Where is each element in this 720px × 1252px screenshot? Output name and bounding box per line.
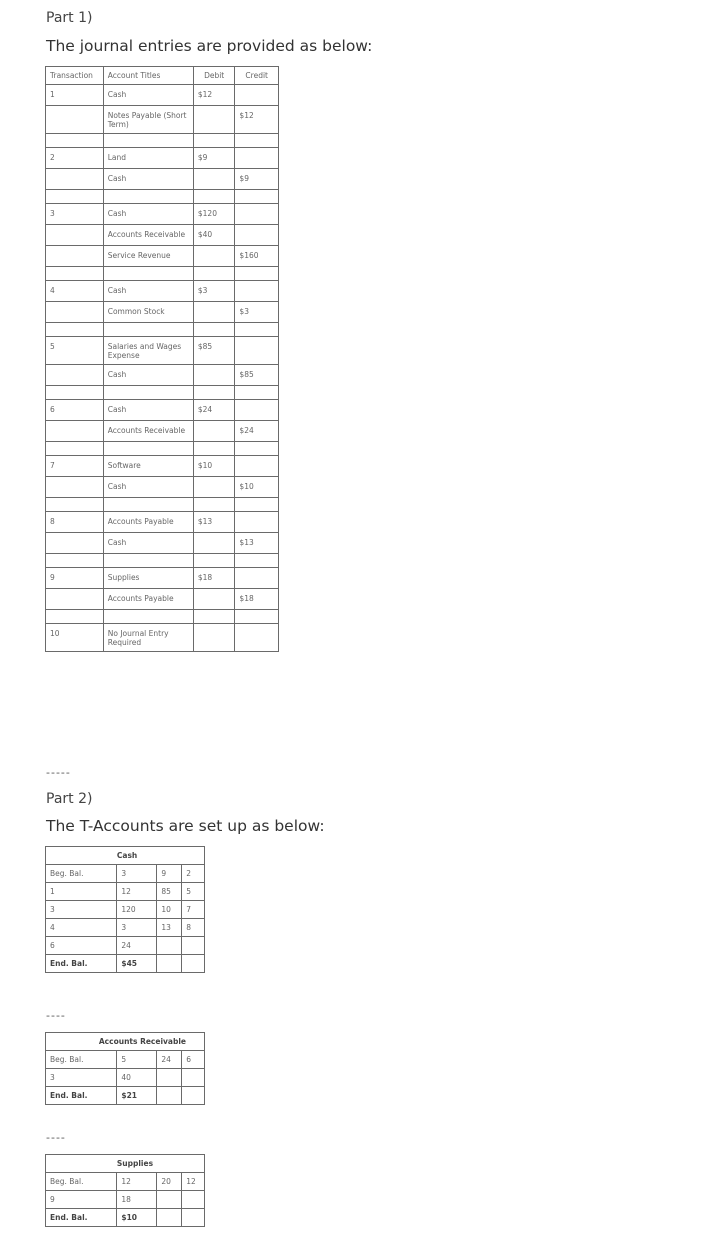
t-account-row [46, 865, 205, 883]
row-label-cell: Beg. Bal. [46, 865, 117, 883]
account-title-cell: Notes Payable (Short Term) [103, 106, 193, 134]
t-account-title-row [46, 847, 205, 865]
credit-amount-cell [157, 955, 182, 973]
t-account-row [46, 937, 205, 955]
journal-row [46, 337, 279, 365]
credit-cell: $18 [235, 589, 279, 610]
empty-cell [193, 554, 235, 568]
credit-cell [235, 337, 279, 365]
credit-amount-cell [157, 1087, 182, 1105]
debit-cell [193, 106, 235, 134]
transaction-number-cell: 7 [46, 456, 104, 477]
t-account-supplies [45, 1154, 205, 1227]
credit-amount-cell: 24 [157, 1051, 182, 1069]
empty-cell [46, 554, 104, 568]
journal-row [46, 204, 279, 225]
transaction-number-cell [46, 533, 104, 554]
account-title-cell: Service Revenue [103, 246, 193, 267]
credit-amount-cell [157, 937, 182, 955]
t-account-row [46, 1209, 205, 1227]
empty-cell [46, 267, 104, 281]
journal-row [46, 624, 279, 652]
transaction-number-cell [46, 365, 104, 386]
debit-cell: $120 [193, 204, 235, 225]
reference-cell [182, 1087, 205, 1105]
journal-spacer-row [46, 267, 279, 281]
t-account-row [46, 1087, 205, 1105]
t-account-row [46, 955, 205, 973]
debit-cell [193, 302, 235, 323]
account-title-cell: Common Stock [103, 302, 193, 323]
t-account-cash [45, 846, 205, 973]
journal-row [46, 106, 279, 134]
credit-cell: $13 [235, 533, 279, 554]
journal-row [46, 568, 279, 589]
empty-cell [46, 134, 104, 148]
empty-cell [193, 323, 235, 337]
reference-cell [182, 1209, 205, 1227]
transaction-number-cell: 3 [46, 204, 104, 225]
transaction-number-cell [46, 106, 104, 134]
account-title-cell: Cash [103, 169, 193, 190]
reference-cell: 7 [182, 901, 205, 919]
journal-row [46, 302, 279, 323]
part2-subtitle: The T-Accounts are set up as below: [46, 817, 325, 835]
credit-cell [235, 204, 279, 225]
row-label-cell: Beg. Bal. [46, 1173, 117, 1191]
t-account-title-row [46, 1155, 205, 1173]
empty-cell [46, 190, 104, 204]
transaction-number-cell [46, 421, 104, 442]
row-label-cell: Beg. Bal. [46, 1051, 117, 1069]
reference-cell: 2 [182, 865, 205, 883]
t-account-row [46, 1191, 205, 1209]
journal-row [46, 589, 279, 610]
credit-cell [235, 456, 279, 477]
empty-cell [46, 1155, 117, 1173]
empty-cell [46, 323, 104, 337]
journal-row [46, 365, 279, 386]
debit-cell: $40 [193, 225, 235, 246]
journal-spacer-row [46, 134, 279, 148]
account-title-cell: Land [103, 148, 193, 169]
credit-cell: $160 [235, 246, 279, 267]
row-label-cell: End. Bal. [46, 1209, 117, 1227]
credit-cell [235, 400, 279, 421]
debit-amount-cell: 3 [117, 919, 157, 937]
journal-spacer-row [46, 323, 279, 337]
reference-cell [182, 1191, 205, 1209]
account-title-cell: No Journal Entry Required [103, 624, 193, 652]
transaction-number-cell: 1 [46, 85, 104, 106]
reference-cell [182, 937, 205, 955]
empty-cell [193, 134, 235, 148]
debit-cell [193, 365, 235, 386]
debit-amount-cell: 12 [117, 883, 157, 901]
t-account-row [46, 901, 205, 919]
empty-cell [193, 386, 235, 400]
journal-spacer-row [46, 498, 279, 512]
empty-cell [235, 610, 279, 624]
debit-cell: $12 [193, 85, 235, 106]
empty-cell [46, 386, 104, 400]
transaction-number-cell [46, 477, 104, 498]
empty-cell [235, 554, 279, 568]
reference-cell: 12 [182, 1173, 205, 1191]
t-account-title: Supplies [117, 1155, 205, 1173]
debit-amount-cell: 24 [117, 937, 157, 955]
t-account-title: Accounts Receivable [117, 1033, 205, 1051]
credit-amount-cell [157, 1069, 182, 1087]
transaction-number-cell [46, 225, 104, 246]
reference-cell: 5 [182, 883, 205, 901]
empty-cell [103, 554, 193, 568]
journal-header-row [46, 67, 279, 85]
transaction-number-cell: 9 [46, 568, 104, 589]
transaction-number-cell [46, 589, 104, 610]
debit-cell: $24 [193, 400, 235, 421]
empty-cell [103, 267, 193, 281]
row-label-cell: 4 [46, 919, 117, 937]
credit-cell: $10 [235, 477, 279, 498]
empty-cell [193, 498, 235, 512]
empty-cell [235, 498, 279, 512]
debit-amount-cell: 12 [117, 1173, 157, 1191]
credit-amount-cell: 13 [157, 919, 182, 937]
empty-cell [235, 386, 279, 400]
empty-cell [103, 190, 193, 204]
empty-cell [46, 847, 117, 865]
journal-row [46, 85, 279, 106]
credit-cell: $85 [235, 365, 279, 386]
empty-cell [103, 610, 193, 624]
journal-row [46, 225, 279, 246]
journal-row [46, 148, 279, 169]
account-title-cell: Cash [103, 281, 193, 302]
account-title-cell: Accounts Receivable [103, 421, 193, 442]
row-label-cell: End. Bal. [46, 955, 117, 973]
journal-row [46, 456, 279, 477]
separator-3: ---- [46, 1131, 66, 1144]
debit-cell [193, 169, 235, 190]
journal-spacer-row [46, 610, 279, 624]
empty-cell [103, 386, 193, 400]
journal-header-cell: Transaction [46, 67, 104, 85]
empty-cell [46, 498, 104, 512]
transaction-number-cell: 10 [46, 624, 104, 652]
t-account-row [46, 919, 205, 937]
journal-row [46, 281, 279, 302]
journal-row [46, 246, 279, 267]
empty-cell [103, 134, 193, 148]
account-title-cell: Cash [103, 477, 193, 498]
empty-cell [193, 442, 235, 456]
debit-cell [193, 421, 235, 442]
debit-cell [193, 589, 235, 610]
part1-heading: Part 1) [46, 10, 93, 26]
part1-subtitle: The journal entries are provided as below: [46, 37, 373, 55]
journal-entries-table [45, 66, 279, 652]
journal-header-cell: Account Titles [103, 67, 193, 85]
separator-1: ----- [46, 766, 71, 779]
empty-cell [193, 190, 235, 204]
empty-cell [103, 498, 193, 512]
debit-cell [193, 246, 235, 267]
debit-cell: $3 [193, 281, 235, 302]
journal-row [46, 533, 279, 554]
credit-cell [235, 85, 279, 106]
debit-cell: $13 [193, 512, 235, 533]
t-account-title-row [46, 1033, 205, 1051]
row-label-cell: 3 [46, 1069, 117, 1087]
debit-amount-cell: 40 [117, 1069, 157, 1087]
journal-row [46, 512, 279, 533]
credit-amount-cell: 10 [157, 901, 182, 919]
credit-cell [235, 148, 279, 169]
journal-spacer-row [46, 554, 279, 568]
debit-amount-cell: 18 [117, 1191, 157, 1209]
credit-cell [235, 568, 279, 589]
debit-cell [193, 624, 235, 652]
empty-cell [193, 610, 235, 624]
account-title-cell: Accounts Payable [103, 512, 193, 533]
account-title-cell: Software [103, 456, 193, 477]
empty-cell [235, 442, 279, 456]
journal-spacer-row [46, 190, 279, 204]
debit-cell: $18 [193, 568, 235, 589]
row-label-cell: 6 [46, 937, 117, 955]
t-account-row [46, 1051, 205, 1069]
journal-spacer-row [46, 386, 279, 400]
credit-amount-cell [157, 1191, 182, 1209]
debit-cell [193, 533, 235, 554]
account-title-cell: Supplies [103, 568, 193, 589]
debit-cell: $10 [193, 456, 235, 477]
empty-cell [235, 190, 279, 204]
credit-amount-cell: 9 [157, 865, 182, 883]
credit-cell [235, 624, 279, 652]
empty-cell [193, 267, 235, 281]
account-title-cell: Accounts Receivable [103, 225, 193, 246]
debit-cell [193, 477, 235, 498]
reference-cell: 8 [182, 919, 205, 937]
debit-amount-cell: $10 [117, 1209, 157, 1227]
journal-header-cell: Credit [235, 67, 279, 85]
transaction-number-cell [46, 169, 104, 190]
debit-amount-cell: $45 [117, 955, 157, 973]
journal-row [46, 477, 279, 498]
debit-cell: $85 [193, 337, 235, 365]
journal-spacer-row [46, 442, 279, 456]
debit-amount-cell: $21 [117, 1087, 157, 1105]
t-account-accounts-receivable [45, 1032, 205, 1105]
empty-cell [46, 442, 104, 456]
debit-cell: $9 [193, 148, 235, 169]
transaction-number-cell: 5 [46, 337, 104, 365]
transaction-number-cell: 8 [46, 512, 104, 533]
t-account-row [46, 1069, 205, 1087]
journal-row [46, 169, 279, 190]
journal-row [46, 400, 279, 421]
transaction-number-cell: 2 [46, 148, 104, 169]
account-title-cell: Cash [103, 400, 193, 421]
debit-amount-cell: 120 [117, 901, 157, 919]
row-label-cell: 1 [46, 883, 117, 901]
reference-cell: 6 [182, 1051, 205, 1069]
transaction-number-cell: 6 [46, 400, 104, 421]
transaction-number-cell [46, 246, 104, 267]
row-label-cell: 9 [46, 1191, 117, 1209]
empty-cell [235, 134, 279, 148]
empty-cell [235, 267, 279, 281]
debit-amount-cell: 3 [117, 865, 157, 883]
credit-cell [235, 225, 279, 246]
credit-cell [235, 281, 279, 302]
t-account-row [46, 1173, 205, 1191]
account-title-cell: Accounts Payable [103, 589, 193, 610]
credit-amount-cell: 85 [157, 883, 182, 901]
row-label-cell: 3 [46, 901, 117, 919]
transaction-number-cell [46, 302, 104, 323]
empty-cell [103, 442, 193, 456]
t-account-title: Cash [117, 847, 205, 865]
separator-2: ---- [46, 1009, 66, 1022]
empty-cell [46, 610, 104, 624]
reference-cell [182, 1069, 205, 1087]
credit-cell: $12 [235, 106, 279, 134]
debit-amount-cell: 5 [117, 1051, 157, 1069]
transaction-number-cell: 4 [46, 281, 104, 302]
t-account-row [46, 883, 205, 901]
account-title-cell: Cash [103, 365, 193, 386]
part2-heading: Part 2) [46, 791, 93, 807]
credit-cell: $3 [235, 302, 279, 323]
credit-cell: $9 [235, 169, 279, 190]
account-title-cell: Cash [103, 204, 193, 225]
empty-cell [235, 323, 279, 337]
credit-amount-cell [157, 1209, 182, 1227]
credit-amount-cell: 20 [157, 1173, 182, 1191]
row-label-cell: End. Bal. [46, 1087, 117, 1105]
credit-cell [235, 512, 279, 533]
account-title-cell: Cash [103, 85, 193, 106]
account-title-cell: Salaries and Wages Expense [103, 337, 193, 365]
credit-cell: $24 [235, 421, 279, 442]
reference-cell [182, 955, 205, 973]
journal-row [46, 421, 279, 442]
empty-cell [103, 323, 193, 337]
journal-header-cell: Debit [193, 67, 235, 85]
account-title-cell: Cash [103, 533, 193, 554]
